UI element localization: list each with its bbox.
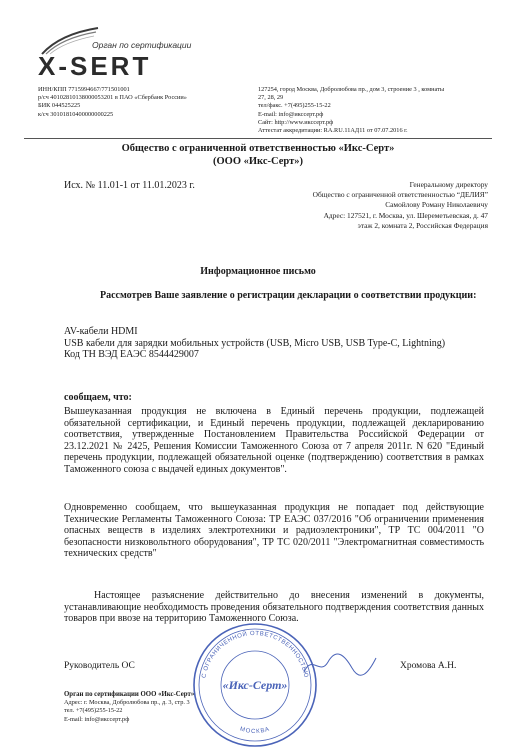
requisite-line: Аттестат аккредитации: RA.RU.11АД11 от 07.07.2016 г.	[258, 127, 408, 135]
paragraph-1: Вышеуказанная продукция не включена в Единый перечень продукции, подлежащей обязательной сертификации, и Единый перечень продукции, подлежащей декларированию соответствия, утвержденные Постановлением Правительства Российской Федерации от 23.12.2021 № 2425, Решения Комиссии Таможенного Союза от 7 апреля 2011г. N 620 "Единый перечень продукции, подлежащей обязательной оценке (подтверждению) соответствия в рамках Таможенного союза с выдачей единых документов".	[64, 406, 484, 475]
footer-line: тел. +7(495)255-15-22	[64, 707, 123, 715]
intro-text: Рассмотрев Ваше заявление о регистрации декларации о соответствии продукции:	[100, 290, 477, 301]
addressee-line: Самойлову Роману Николаевичу	[385, 200, 488, 210]
footer-line: E-mail: info@икссерт.рф	[64, 715, 130, 723]
stamp-top-text: С ОГРАНИЧЕННОЙ ОТВЕТСТВЕННОСТЬЮ	[201, 630, 309, 679]
product-list	[64, 326, 484, 361]
svg-text:МОСКВА	[239, 726, 271, 735]
requisite-line: р/сч 40102810138000053201 в ПАО «Сбербанк России»	[38, 94, 187, 102]
product-item: AV-кабели HDMI	[64, 326, 138, 337]
requisite-line: БИК 044525225	[38, 102, 81, 110]
stamp-center-text: «Икс-Серт»	[222, 678, 288, 692]
requisite-line: 27, 28, 29	[258, 94, 284, 102]
outgoing-number: Исх. № 11.01-1 от 11.01.2023 г.	[64, 180, 195, 191]
requisites-left	[38, 86, 208, 119]
addressee-line: Генеральному директору	[409, 180, 488, 189]
addressee-line: Адрес: 127521, г. Москва, ул. Шереметьевская, д. 47	[323, 210, 488, 220]
org-short-name: (ООО «Икс-Серт»)	[213, 156, 303, 167]
logo-subtitle: Орган по сертификации	[92, 40, 192, 50]
requisite-line: к/сч 30101810400000000225	[38, 110, 114, 118]
footer-line: Орган по сертификации ООО «Икс-Серт»	[64, 691, 195, 698]
paragraph-3: Настоящее разъяснение действительно до внесения изменений в документы, устанавливающие необходимость проведения обязательного подтверждения соответствия данных товаров при ввозе на территорию Таможенного Союза.	[64, 590, 484, 624]
handwritten-signature	[300, 650, 380, 680]
requisite-line: 127254, город Москва, Добролюбова пр., дом 3, строение 3 , комнаты	[258, 86, 445, 93]
addressee-block	[250, 180, 488, 231]
org-name: Общество с ограниченной ответственностью «Икс-Серт»	[121, 143, 395, 154]
product-item: USB кабели для зарядки мобильных устройств (USB, Micro USB, USB Type-C, Lightning)	[64, 337, 446, 349]
footer-block	[64, 691, 284, 724]
requisite-line: тел/факс. +7(495)255-15-22	[258, 102, 331, 110]
paragraph-2: Одновременно сообщаем, что вышеуказанная продукция не попадает под действующие Технические Регламенты Таможенного Союза: ТР ЕАЭС 037/2016 "Об ограничении применения опасных веществ в изделиях электротехники и радиоэлектроники", ТР ТС 004/2011 "О безопасности низковольтного оборудования", ТР ТС 020/2011 "Электромагнитная совместимость технических средств"	[64, 502, 484, 559]
requisite-line: Сайт: http://www.икссерт.рф	[258, 118, 334, 126]
signatory-title: Руководитель ОС	[64, 661, 135, 671]
requisite-line: ИНН/КПП 7715994667/771501001	[38, 86, 130, 93]
company-stamp	[190, 620, 320, 750]
footer-line: Адрес: г. Москва, Добролюбова пр., д. 3, стр. 3	[64, 699, 190, 707]
stamp-bottom-text: МОСКВА	[239, 726, 271, 736]
letter-title: Информационное письмо	[200, 266, 316, 277]
requisite-line: E-mail: info@икссерт.рф	[258, 110, 324, 118]
addressee-line: Общество с ограниченной ответственностью “ДЕЛИЯ”	[312, 190, 488, 200]
addressee-line: этаж 2, комната 2, Российская Федерация	[357, 220, 488, 230]
requisites-right	[258, 86, 488, 135]
logo-text: X-SERT	[38, 51, 152, 81]
signatory-name: Хромова А.Н.	[400, 661, 457, 671]
product-item: Код ТН ВЭД ЕАЭС 8544429007	[64, 349, 199, 360]
inform-label: сообщаем, что:	[64, 392, 132, 403]
header-divider	[24, 138, 492, 139]
